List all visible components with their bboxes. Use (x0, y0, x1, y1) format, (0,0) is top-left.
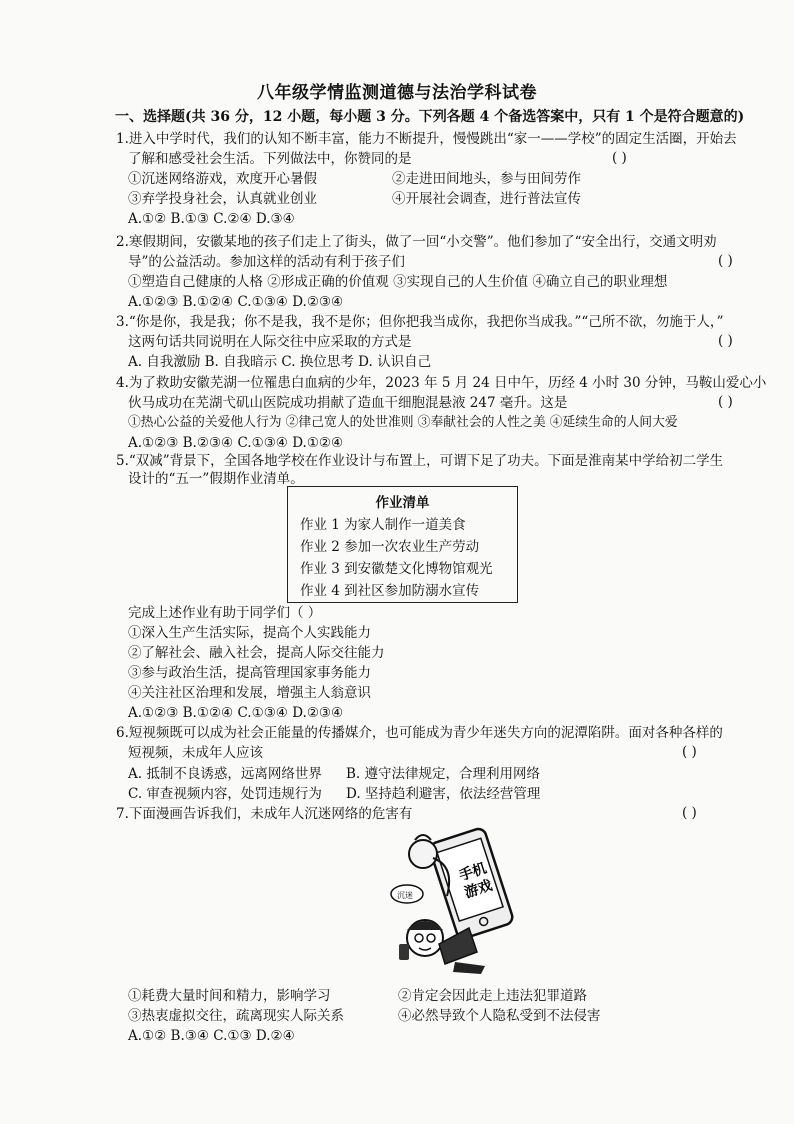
q5-option-2: ②了解社会、融入社会，提高人际交往能力 (128, 645, 385, 661)
q6-stem-line1: 6.短视频既可以成为社会正能量的传播媒介，也可能成为青少年迷失方向的泥潭陷阱。面对各种各样的 (116, 725, 723, 741)
q4-options: ①热心公益的关爱他人行为 ②律己宽人的处世准则 ③奉献社会的人性之美 ④延续生命的人间大爱 (128, 415, 678, 430)
q2-choices: A.①②③ B.①②④ C.①③④ D.②③④ (128, 294, 344, 310)
homework-list-title: 作业清单 (375, 495, 430, 511)
q4-stem-line1: 4.为了救助安徽芜湖一位罹患白血病的少年，2023 年 5 月 24 日中午，历经 4 小时 30 分钟，马鞍山爱心小 (116, 375, 767, 391)
cartoon-phone-text-2: 游戏 (462, 877, 495, 902)
homework-item-4: 作业 4 到社区参加防溺水宣传 (300, 583, 480, 599)
section-heading: 一、选择题(共 36 分，12 小题，每小题 3 分。下列各题 4 个备选答案中，只有 1 个是符合题意的) (115, 109, 745, 125)
q5-choices: A.①②③ B.①②④ C.①③④ D.②③④ (128, 705, 344, 721)
q5-option-3: ③参与政治生活，提高管理国家事务能力 (128, 665, 371, 681)
q1-option-3: ③弃学投身社会，认真就业创业 (128, 191, 317, 207)
q2-stem-line2: 导”的公益活动。参加这样的活动有利于孩子们 (128, 254, 405, 270)
cartoon-phone-text-1: 手机 (457, 860, 489, 885)
q3-answer-paren: ( ) (718, 333, 733, 349)
homework-list-box (287, 486, 518, 603)
q6-stem-line2: 短视频，未成年人应该 (128, 745, 263, 761)
q6-option-c: C. 审查视频内容，处罚违规行为 (128, 786, 322, 802)
q5-stem-line2: 设计的“五一”假期作业清单。 (128, 471, 304, 487)
q4-choices: A.①②③ B.②③④ C.①③④ D.①②④ (128, 435, 344, 451)
q1-option-1: ①沉迷网络游戏，欢度开心暑假 (128, 171, 317, 187)
q6-option-d: D. 坚持趋利避害，依法经营管理 (346, 786, 541, 802)
cartoon-phone-game-addiction (385, 826, 525, 976)
q7-choices: A.①② B.③④ C.①③ D.②④ (128, 1028, 295, 1044)
q6-option-a: A. 抵制不良诱惑，远离网络世界 (128, 766, 322, 782)
cartoon-illustration (385, 826, 525, 976)
q5-option-4: ④关注社区治理和发展，增强主人翁意识 (128, 685, 371, 701)
q7-option-4: ④必然导致个人隐私受到不法侵害 (398, 1008, 601, 1024)
q2-options: ①塑造自己健康的人格 ②形成正确的价值观 ③实现自己的人生价值 ④确立自己的职业理想 (128, 274, 668, 290)
q6-option-b: B. 遵守法律规定，合理利用网络 (346, 766, 541, 782)
homework-item-1: 作业 1 为家人制作一道美食 (300, 517, 466, 533)
exam-title: 八年级学情监测道德与法治学科试卷 (257, 83, 537, 103)
q3-stem-line1: 3.“你是你，我是我；你不是我，我不是你；但你把我当成你，我把你当成我。”“己所不欲，勿施于人，” (116, 314, 724, 330)
q7-option-1: ①耗费大量时间和精力，影响学习 (128, 988, 331, 1004)
q5-option-1: ①深入生产生活实际，提高个人实践能力 (128, 625, 371, 641)
q2-stem-line1: 2.寒假期间，安徽某地的孩子们走上了街头，做了一回“小交警”。他们参加了“安全出行，交通文明劝 (116, 234, 717, 250)
q7-stem: 7.下面漫画告诉我们，未成年人沉迷网络的危害有 (116, 806, 413, 822)
q1-choices: A.①② B.①③ C.②④ D.③④ (128, 211, 295, 227)
cartoon-tag-text: 沉迷 (397, 891, 413, 900)
q5-question: 完成上述作业有助于同学们（ ） (128, 605, 322, 621)
q1-stem-line2: 了解和感受社会生活。下列做法中，你赞同的是 (128, 151, 412, 167)
q7-option-2: ②肯定会因此走上违法犯罪道路 (398, 988, 587, 1004)
q3-options: A. 自我激励 B. 自我暗示 C. 换位思考 D. 认识自己 (128, 354, 432, 370)
homework-item-3: 作业 3 到安徽楚文化博物馆观光 (300, 561, 493, 577)
q1-answer-paren: ( ) (612, 150, 627, 166)
q1-option-4: ④开展社会调查，进行普法宣传 (392, 191, 581, 207)
q6-answer-paren: ( ) (682, 744, 697, 760)
q1-stem-line1: 1.进入中学时代，我们的认知不断丰富，能力不断提升，慢慢跳出“家一——学校”的固定生活圈，开始去 (116, 131, 737, 147)
q4-answer-paren: ( ) (718, 394, 733, 410)
q3-stem-line2: 这两句话共同说明在人际交往中应采取的方式是 (128, 334, 412, 350)
q5-stem-line1: 5.“双减”背景下，全国各地学校在作业设计与布置上，可谓下足了功夫。下面是淮南某中学给初二学生 (116, 453, 724, 469)
q7-answer-paren: ( ) (682, 805, 697, 821)
q7-option-3: ③热衷虚拟交往，疏离现实人际关系 (128, 1008, 344, 1024)
homework-item-2: 作业 2 参加一次农业生产劳动 (300, 539, 480, 555)
q1-option-2: ②走进田间地头，参与田间劳作 (392, 171, 581, 187)
q4-stem-line2: 伙马成功在芜湖弋矶山医院成功捐献了造血干细胞混悬液 247 毫升。这是 (128, 395, 568, 411)
q2-answer-paren: ( ) (718, 253, 733, 269)
